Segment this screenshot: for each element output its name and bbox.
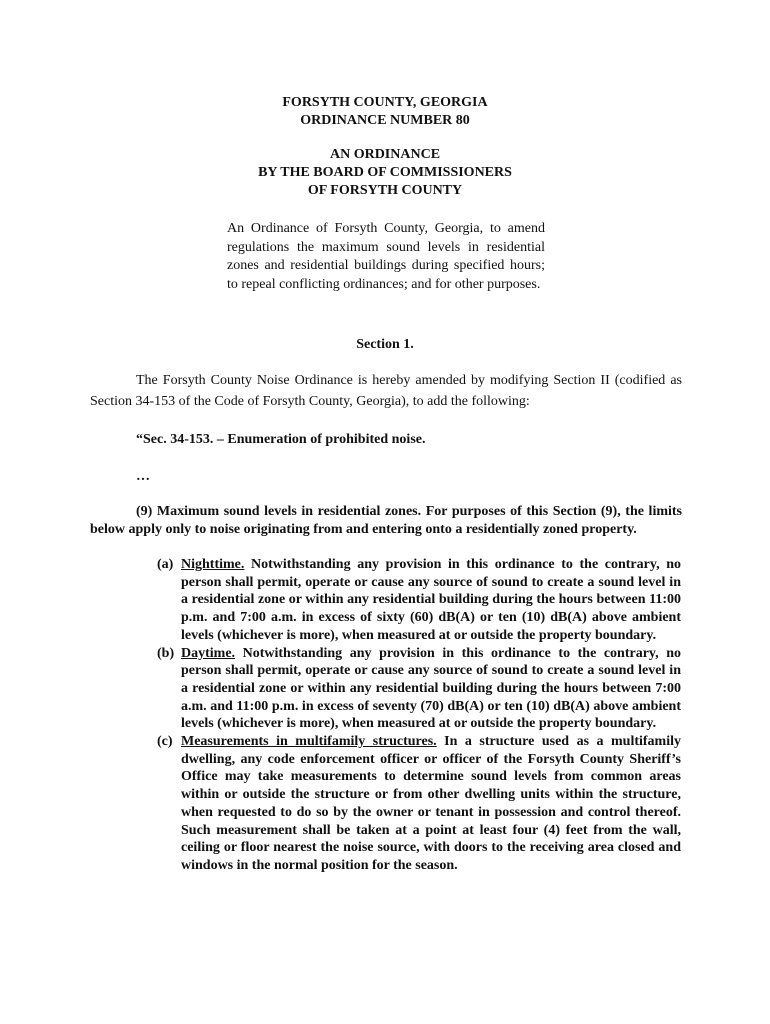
paragraph-9: (9) Maximum sound levels in residential zones. For purposes of this Section (9), the limits below apply only to noise originating from and entering onto a residentially zoned property. [90, 504, 682, 537]
ordinance-title [0, 146, 770, 200]
item-text: Notwithstanding any provision in this ordinance to the contrary, no person shall permit, operate or cause any source of sound to create a sound level in a residential zone or within any residential building during the hours between 7:00 a.m. and 11:00 p.m. in excess of seventy (70) dB(A) or ten (10) dB(A) above ambient levels (whichever is more), when measured at or outside the property boundary. [181, 645, 681, 732]
list-marker: (b) [157, 645, 175, 661]
list-item [157, 556, 681, 645]
list-marker: (a) [157, 557, 174, 572]
title-line-3: OF FORSYTH COUNTY [307, 183, 463, 198]
item-text: Notwithstanding any provision in this ordinance to the contrary, no person shall permit, operate or cause any source of sound to create a sound level in a residential zone or within any residential building during the hours between 11:00 p.m. and 7:00 a.m. in excess of sixty (60) dB(A) or ten (10) dB(A) above ambient levels (whichever is more), when measured at or outside the property boundary. [181, 557, 681, 643]
ellipsis: … [136, 469, 150, 484]
list-item [157, 733, 681, 875]
title-line-2: BY THE BOARD OF COMMISSIONERS [258, 165, 512, 180]
item-title: Daytime. [181, 645, 236, 661]
item-text: In a structure used as a multifamily dwelling, any code enforcement officer or officer of the Forsyth County Sheriff’s Office may take measurements to determine sound levels from common areas within or outside the structure or from other dwelling units within the structure, when requested to do so by the owner or tenant in possession and control thereof. Such measurement shall be taken at a point at least four (4) feet from the wall, ceiling or floor nearest the noise source, with doors to the receiving area closed and windows in the normal position for the season. [181, 734, 681, 873]
ordinance-abstract: An Ordinance of Forsyth County, Georgia, to amend regulations the maximum sound levels in residential zones and residential buildings during specified hours; to repeal conflicting ordinances; and for other purposes. [227, 221, 545, 292]
title-line-1: AN ORDINANCE [329, 147, 441, 162]
subsection-list [157, 556, 681, 875]
document-header [0, 94, 770, 130]
list-marker: (c) [157, 734, 173, 750]
section-intro: The Forsyth County Noise Ordinance is hereby amended by modifying Section II (codified as Section 34-153 of the Code of Forsyth County, Georgia), to add the following: [90, 373, 682, 409]
item-title: Nighttime. [181, 557, 245, 572]
code-section-title: “Sec. 34-153. – Enumeration of prohibited noise. [136, 432, 426, 447]
ordinance-number: ORDINANCE NUMBER 80 [300, 113, 470, 128]
list-item [157, 645, 681, 734]
section-heading: Section 1. [356, 337, 414, 352]
item-title: Measurements in multifamily structures. [181, 734, 437, 750]
county-title: FORSYTH COUNTY, GEORGIA [282, 95, 488, 110]
